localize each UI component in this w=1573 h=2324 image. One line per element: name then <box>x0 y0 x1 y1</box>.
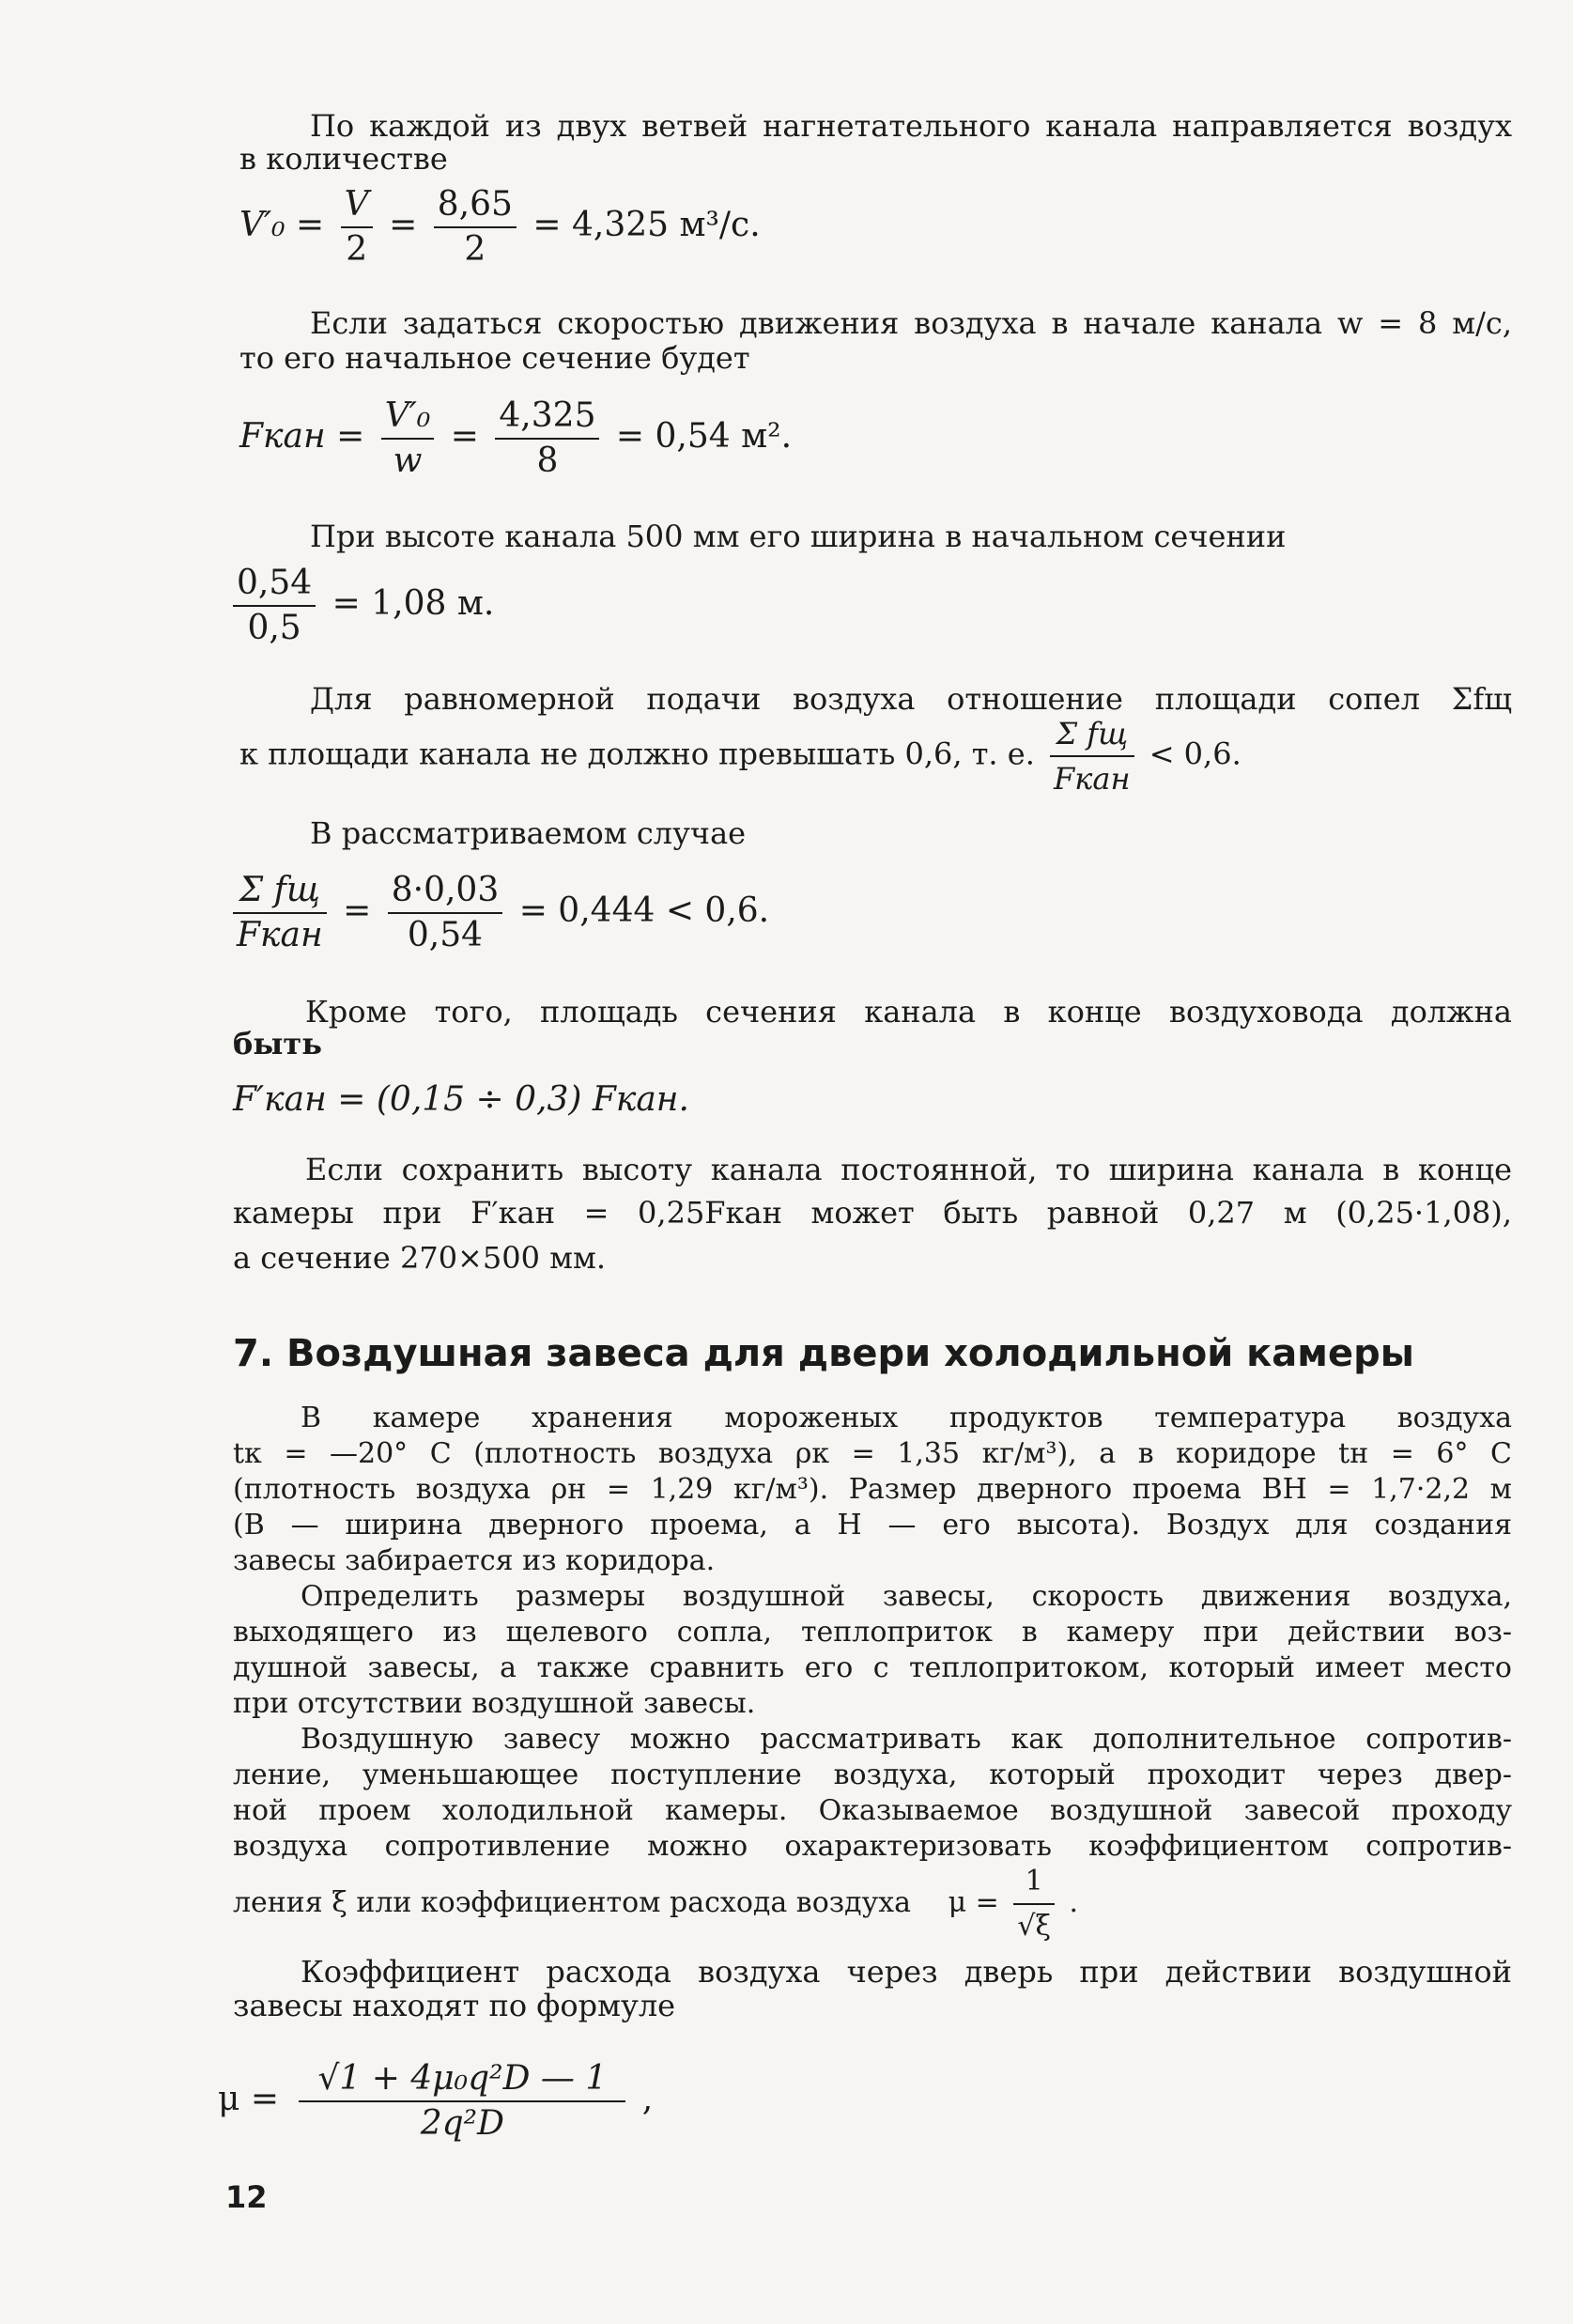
fraction <box>233 562 316 650</box>
fraction <box>495 395 599 483</box>
paragraph-line: завесы забирается из коридора. <box>233 1544 716 1577</box>
fraction-numerator: V′₀ <box>381 395 435 440</box>
paragraph-line: то его начальное сечение будет <box>239 340 750 376</box>
formula-end-section <box>233 1080 689 1119</box>
equals-sign: = <box>343 891 372 930</box>
formula-volume <box>239 183 761 271</box>
fraction-denominator: 2q²D <box>420 2104 504 2143</box>
formula-lhs: Fкан = <box>239 417 365 456</box>
fraction-denominator: 2 <box>346 230 368 269</box>
fraction-denominator: Fкан <box>237 916 323 954</box>
paragraph-line: при отсутствии воздушной завесы. <box>233 1687 756 1720</box>
paragraph-line: выходящего из щелевого сопла, теплоприток в камеру при действии воз- <box>233 1616 1512 1649</box>
paragraph-line: ной проем холодильной камеры. Оказываемое воздушной завесой проходу <box>233 1794 1512 1827</box>
equals-sign: = <box>389 206 418 244</box>
formula-flow-coefficient <box>218 2057 653 2146</box>
paragraph-line: ления ξ или коэффициентом расхода воздуха <box>233 1886 912 1919</box>
paragraph-line: По каждой из двух ветвей нагнетательного канала направляется воздух <box>310 108 1512 144</box>
fraction-denominator: 0,54 <box>407 916 484 954</box>
section-heading: 7. Воздушная завеса для двери холодильной камеры <box>233 1332 1414 1375</box>
fraction-numerator: √1 + 4μ₀q²D — 1 <box>299 2057 625 2102</box>
formula-result: < 0,6. <box>1149 736 1241 772</box>
fraction-numerator: 0,54 <box>233 562 316 607</box>
paragraph-line: tк = —20° С (плотность воздуха ρк = 1,35 кг/м³), а в коридоре tн = 6° С <box>233 1437 1512 1470</box>
paragraph-line: воздуха сопротивление можно охарактеризовать коэффициентом сопротив- <box>233 1830 1512 1863</box>
fraction <box>233 869 327 957</box>
fraction-denominator: √ξ <box>1017 1910 1051 1943</box>
formula-width <box>233 562 494 650</box>
formula-lhs: V′₀ = <box>239 206 325 244</box>
fraction <box>434 183 517 271</box>
formula-nozzle-ratio <box>239 712 1241 800</box>
fraction <box>388 869 503 957</box>
fraction-denominator: 0,5 <box>247 609 301 647</box>
fraction <box>299 2057 625 2146</box>
paragraph-line: душной завесы, а также сравнить его с теплопритоком, который имеет место <box>233 1651 1512 1684</box>
paragraph-line: завесы находят по формуле <box>233 1988 676 2023</box>
paragraph-line: В камере хранения мороженых продуктов температура воздуха <box>301 1402 1512 1434</box>
paragraph-line: Коэффициент расхода воздуха через дверь при действии воздушной <box>301 1954 1512 1990</box>
fraction-numerator: 8·0,03 <box>388 869 503 914</box>
fraction <box>341 183 373 271</box>
fraction-numerator: V <box>341 183 373 228</box>
formula-section-area <box>239 395 792 483</box>
paragraph-line: Определить размеры воздушной завесы, скорость движения воздуха, <box>301 1580 1512 1613</box>
formula-result: = 1,08 м. <box>332 584 495 623</box>
fraction-numerator: 4,325 <box>495 395 599 440</box>
paragraph-line: (B — ширина дверного проема, а H — его высота). Воздух для создания <box>233 1509 1512 1542</box>
page-number: 12 <box>225 2179 268 2215</box>
fraction <box>381 395 435 483</box>
paragraph-line: Воздушную завесу можно рассматривать как дополнительное сопротив- <box>301 1723 1512 1756</box>
formula-lhs: μ = <box>218 2080 280 2118</box>
formula-ratio-check <box>233 869 769 957</box>
fraction-denominator: 8 <box>536 442 559 480</box>
paragraph-line: Если задаться скоростью движения воздуха в начале канала w = 8 м/с, <box>310 305 1512 341</box>
paragraph-line: быть <box>233 1026 322 1061</box>
fraction-numerator: Σ fщ <box>1050 712 1133 757</box>
paragraph-line: При высоте канала 500 мм его ширина в начальном сечении <box>310 519 1287 554</box>
fraction-denominator: Fкан <box>1054 761 1131 797</box>
paragraph-line: В рассматриваемом случае <box>310 815 747 851</box>
fraction-denominator: 2 <box>464 230 486 269</box>
equals-sign: = <box>450 417 479 456</box>
fraction <box>1013 1860 1055 1948</box>
paragraph-line: Кроме того, площадь сечения канала в конце воздуховода должна <box>305 994 1512 1030</box>
paragraph-line: (плотность воздуха ρн = 1,29 кг/м³). Размер дверного проема BH = 1,7·2,2 м <box>233 1473 1512 1506</box>
fraction-numerator: Σ fщ <box>233 869 327 914</box>
formula-lhs: μ = <box>948 1886 999 1919</box>
paragraph-line: Если сохранить высоту канала постоянной, то ширина канала в конце <box>305 1152 1512 1187</box>
fraction-numerator: 8,65 <box>434 183 517 228</box>
paragraph-line: к площади канала не должно превышать 0,6, т. е. <box>239 736 1035 772</box>
formula-flow-coefficient-def <box>233 1860 1078 1948</box>
formula-result: = 4,325 м³/с. <box>532 206 761 244</box>
formula-tail: , <box>641 2080 654 2118</box>
formula-text: F′кан = (0,15 ÷ 0,3) Fкан. <box>233 1080 689 1119</box>
fraction <box>1050 712 1133 800</box>
paragraph-line: а сечение 270×500 мм. <box>233 1240 607 1276</box>
fraction-denominator: w <box>393 442 423 480</box>
paragraph-line: камеры при F′кан = 0,25Fкан может быть равной 0,27 м (0,25·1,08), <box>233 1195 1512 1231</box>
formula-tail: . <box>1069 1886 1079 1919</box>
formula-result: = 0,54 м². <box>615 417 793 456</box>
paragraph-line: в количестве <box>239 141 448 177</box>
paragraph-line: ление, уменьшающее поступление воздуха, который проходит через двер- <box>233 1758 1512 1791</box>
paragraph-line: Для равномерной подачи воздуха отношение площади сопел Σfщ <box>310 681 1512 717</box>
fraction-numerator: 1 <box>1013 1860 1055 1905</box>
formula-result: = 0,444 < 0,6. <box>518 891 770 930</box>
